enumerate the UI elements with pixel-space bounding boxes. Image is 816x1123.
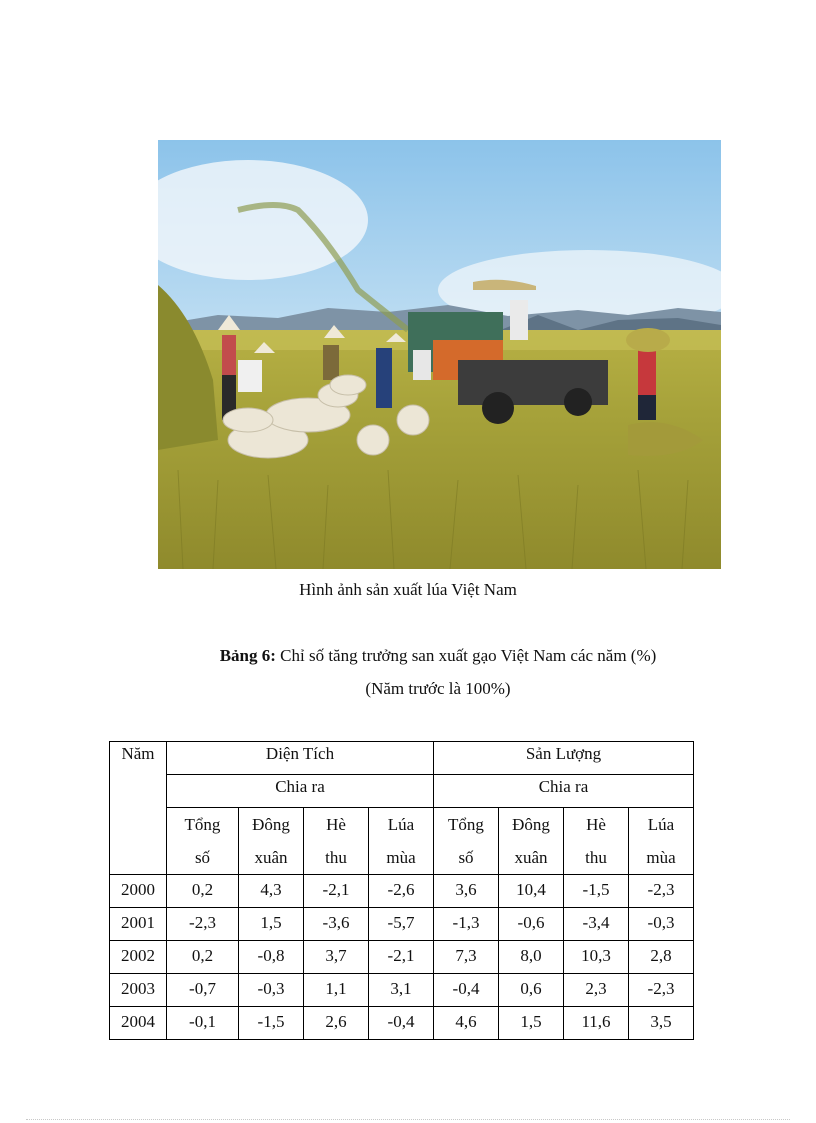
- column-header-line1: Đông: [252, 815, 290, 834]
- table-title-text: Chỉ số tăng trưởng san xuất gạo Việt Nam các năm (%): [275, 646, 657, 665]
- table-cell: -2,1: [304, 875, 369, 908]
- column-header-line2: xuân: [254, 848, 288, 867]
- table-cell: -0,7: [167, 974, 239, 1007]
- table-cell: -0,1: [167, 1007, 239, 1040]
- column-header-line1: Tổng: [448, 815, 484, 834]
- figure-caption: Hình ảnh sản xuất lúa Việt Nam: [299, 580, 517, 599]
- header-subgroup-output: Chia ra: [434, 775, 694, 808]
- table-cell: 3,1: [369, 974, 434, 1007]
- table-cell: -1,5: [564, 875, 629, 908]
- table-cell: -3,6: [304, 908, 369, 941]
- table-cell: 0,6: [499, 974, 564, 1007]
- table-cell: 11,6: [564, 1007, 629, 1040]
- table-cell: 2,8: [629, 941, 694, 974]
- table-cell: 3,6: [434, 875, 499, 908]
- table-cell: 4,6: [434, 1007, 499, 1040]
- column-header: [499, 808, 564, 875]
- column-header-line1: Đông: [512, 815, 550, 834]
- page-bottom-border: [26, 1119, 790, 1120]
- table-cell: -0,4: [434, 974, 499, 1007]
- table-cell: -0,8: [239, 941, 304, 974]
- column-header-line1: Lúa: [647, 815, 675, 834]
- header-year: Năm: [110, 742, 167, 875]
- table-body: [110, 875, 694, 1040]
- table-cell: -2,6: [369, 875, 434, 908]
- table-cell: -0,3: [239, 974, 304, 1007]
- table-cell: 3,5: [629, 1007, 694, 1040]
- table-row: [110, 908, 694, 941]
- column-header: [369, 808, 434, 875]
- column-header-line2: mùa: [386, 848, 416, 867]
- column-header-line2: mùa: [646, 848, 676, 867]
- table-cell: 2,6: [304, 1007, 369, 1040]
- column-header-line2: số: [458, 848, 474, 867]
- column-header-line1: Hè: [326, 815, 346, 834]
- column-header-line2: thu: [325, 848, 347, 867]
- table-cell: -1,5: [239, 1007, 304, 1040]
- column-header: [304, 808, 369, 875]
- table-cell: 10,3: [564, 941, 629, 974]
- table-cell: -5,7: [369, 908, 434, 941]
- header-group-output: Sản Lượng: [434, 742, 694, 775]
- table-row: [110, 941, 694, 974]
- table-row: [110, 1007, 694, 1040]
- table-cell: -2,3: [629, 875, 694, 908]
- column-header-line1: Lúa: [387, 815, 415, 834]
- table-cell: -2,3: [167, 908, 239, 941]
- header-subgroup-area: Chia ra: [167, 775, 434, 808]
- rice-harvest-photo: [158, 140, 721, 569]
- column-header-line1: Tổng: [184, 815, 221, 834]
- table-subtitle: (Năm trước là 100%): [365, 679, 511, 698]
- row-year: 2002: [110, 941, 167, 974]
- row-year: 2000: [110, 875, 167, 908]
- table-cell: -3,4: [564, 908, 629, 941]
- table-row: [110, 875, 694, 908]
- table-cell: -0,3: [629, 908, 694, 941]
- table-cell: 10,4: [499, 875, 564, 908]
- column-header: [239, 808, 304, 875]
- table-cell: 3,7: [304, 941, 369, 974]
- table-cell: 8,0: [499, 941, 564, 974]
- column-header: [629, 808, 694, 875]
- table-cell: 2,3: [564, 974, 629, 1007]
- table-title: [0, 646, 816, 666]
- table-cell: 4,3: [239, 875, 304, 908]
- table-cell: -2,3: [629, 974, 694, 1007]
- table-cell: -2,1: [369, 941, 434, 974]
- table-cell: 0,2: [167, 941, 239, 974]
- rice-growth-table: [109, 741, 694, 1040]
- column-header-line2: xuân: [514, 848, 548, 867]
- column-header: [434, 808, 499, 875]
- column-header: [564, 808, 629, 875]
- header-group-area: Diện Tích: [167, 742, 434, 775]
- table-cell: -0,6: [499, 908, 564, 941]
- table-cell: 1,1: [304, 974, 369, 1007]
- table-cell: 1,5: [239, 908, 304, 941]
- column-header: [167, 808, 239, 875]
- column-header-line2: số: [194, 848, 211, 867]
- table-cell: 0,2: [167, 875, 239, 908]
- table-cell: -1,3: [434, 908, 499, 941]
- table-cell: 1,5: [499, 1007, 564, 1040]
- table-cell: -0,4: [369, 1007, 434, 1040]
- row-year: 2003: [110, 974, 167, 1007]
- table-cell: 7,3: [434, 941, 499, 974]
- row-year: 2004: [110, 1007, 167, 1040]
- column-header-line2: thu: [585, 848, 607, 867]
- row-year: 2001: [110, 908, 167, 941]
- table-row: [110, 974, 694, 1007]
- column-header-line1: Hè: [586, 815, 606, 834]
- table-number: Bảng 6:: [219, 646, 276, 665]
